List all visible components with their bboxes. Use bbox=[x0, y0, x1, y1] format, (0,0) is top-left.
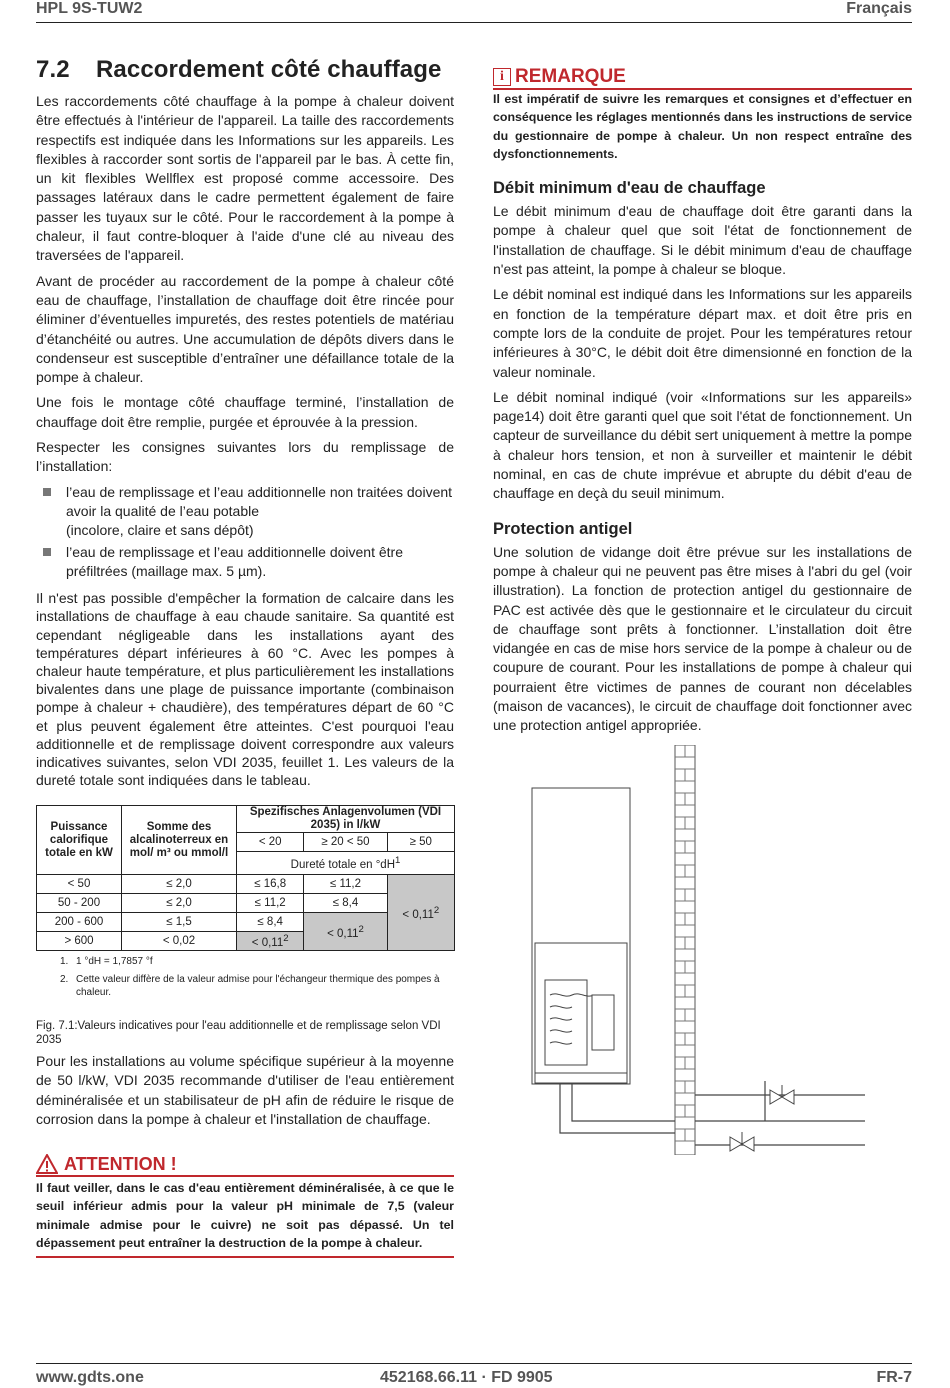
table-row: > 600 < 0,02 < $0,11^2$ bbox=[37, 932, 455, 951]
remarque-title: REMARQUE bbox=[515, 66, 626, 87]
table-header: Spezifisches Anlagenvolumen (VDI 2035) in l/kW bbox=[237, 806, 455, 833]
paragraph: Une fois le montage côté chauffage terminé, l’installation de chauffage doit être remplie, purgée et éprouvée à la pression. bbox=[36, 394, 454, 430]
table-row: 50 - 200 ≤ 2,0 ≤ 11,2 ≤ 8,4 bbox=[37, 894, 455, 913]
table-header: < 20 bbox=[237, 833, 304, 852]
pipes bbox=[560, 1081, 865, 1145]
table-header: Somme des alcalinoterreux en mol/ m³ ou mmol/l bbox=[122, 806, 237, 875]
header-model: HPL 9S-TUW2 bbox=[36, 0, 143, 17]
list-item: l’eau de remplissage et l’eau additionnelle doivent être préfiltrées (maillage max. 5 µm). bbox=[36, 543, 454, 582]
table-header: Dureté totale en $^\circ dH^1$ bbox=[237, 852, 455, 875]
section-title: Raccordement côté chauffage bbox=[96, 56, 442, 83]
remarque-body: Il est impératif de suivre les remarques et consignes et d’effectuer en conséquence les réglages mentionnés dans les instructions de service du gestionnaire de pompe à chaleur. Un non respect entraîne des dysfonctionnements. bbox=[493, 92, 912, 161]
brick-wall bbox=[675, 745, 695, 1155]
table-header: ≥ 50 bbox=[387, 833, 454, 852]
section-number: 7.2 bbox=[36, 56, 70, 83]
attention-body: Il faut veiller, dans le cas d'eau entièrement déminéralisée, à ce que le seuil inférieur admis pour la valeur pH minimale de 7,5 (valeur minimale admise pour le cuivre) ne soit pas dépassé. Un tel dépassement peut entraîner la destruction de la pompe à chaleur. bbox=[36, 1179, 454, 1258]
paragraph: Respecter les consignes suivantes lors du remplissage de l’installation: bbox=[36, 439, 454, 475]
paragraph: Le débit nominal indiqué (voir «Informations sur les appareils» page14) doit être garanti quel que soit l'état de fonctionnement. Un capteur de surveillance du débit sert uniquement à mettre la pompe à chaleur hors tension, et non à surveiller et maintenir le débit nominal, en cas de chute imprévue et abrupte du débit d'eau de chauffage en deçà du seuil minimum. bbox=[493, 388, 912, 502]
paragraph: Le débit minimum d'eau de chauffage doit être garanti dans la pompe à chaleur quel que soit l'état de fonctionnement de l'installation de chauffage. Si le débit minimum d'eau de chauffage n'est pas atteint, la pompe à chaleur se bloque. bbox=[493, 203, 912, 278]
paragraph: Le débit nominal est indiqué dans les Informations sur les appareils en fonction de la température départ max. et doit être pris en compte lors de la conduite de projet. Pour les températures retour inférieures à 30°C, le débit doit être dimensionné en fonction de la valeur nominale. bbox=[493, 286, 912, 380]
footer-page: FR-7 bbox=[876, 1369, 912, 1386]
attention-box bbox=[36, 1153, 454, 1258]
footer-url: www.gdts.one bbox=[36, 1369, 144, 1386]
left-column bbox=[36, 56, 454, 795]
after-figure bbox=[36, 1052, 454, 1135]
table-row: < 50 ≤ 2,0 ≤ 16,8 ≤ 11,2 < $0,11^2$ bbox=[37, 875, 455, 894]
header-language: Français bbox=[846, 0, 912, 17]
subsection-title: Débit minimum d'eau de chauffage bbox=[493, 179, 766, 198]
warning-icon bbox=[36, 1154, 58, 1174]
paragraph: Pour les installations au volume spécifique supérieur à la moyenne de 50 l/kW, VDI 2035 recommande d'utiliser de l'eau entièrement déminéralisée et un stabilisateur de pH afin de réduire le risque de corrosion dans la pompe à chaleur et l'installation de chauffage. bbox=[36, 1053, 454, 1127]
paragraph: Il n'est pas possible d'empêcher la formation de calcaire dans les installations de chauffage à eau chaude sanitaire. Sa quantité est cependant négligeable dans les installations ayant des températures départ inférieures à 60 °C. Avec les pompes à chaleur haute température, et plus particulièrement les installations bivalentes dans une plage de puissance importante (combinaison pompe à chaleur + chaudière), des températures départ de 60 °C et plus peuvent également être atteintes. C'est pourquoi l'eau additionnelle et de remplissage doivent correspondre aux valeurs indicatives suivantes, selon VDI 2035, feuillet 1. Les valeurs de la dureté totale sont indiquées dans le tableau. bbox=[36, 590, 454, 789]
info-icon: i bbox=[493, 68, 511, 86]
table-row: 200 - 600 ≤ 1,5 ≤ 8,4 < $0,11^2$ bbox=[37, 913, 455, 932]
hardness-table bbox=[36, 805, 455, 951]
requirements-list bbox=[36, 483, 454, 581]
footer-docnumber: 452168.66.11 · FD 9905 bbox=[380, 1369, 553, 1386]
remarque-header bbox=[493, 66, 912, 90]
merged-cell: < $0,11^2$ bbox=[304, 913, 387, 951]
paragraph: Les raccordements côté chauffage à la pompe à chaleur doivent être effectués à l'intérieur de l'appareil. La taille des raccordements respectifs est indiquée dans les Informations sur les appareils. Les flexibles à raccorder sont sortis de l'appareil par le bas. À cette fin, un kit flexibles Wellflex est proposé comme accessoire. Des passages latéraux dans le cadre permettent également de faire passer les tuyaux sur le côté. Pour le raccordement à la pompe à chaleur, il faut contre-bloquer à l'aide d'une clé au niveau des traversées de l'appareil. bbox=[36, 93, 454, 264]
section-heading bbox=[36, 56, 454, 84]
table-footnote: 1. 1 °dH = 1,7857 °f bbox=[60, 956, 153, 967]
installation-illustration bbox=[520, 745, 915, 1155]
table-footnote: 2. Cette valeur diffère de la valeur admise pour l'échangeur thermique des pompes à chaleur. bbox=[60, 974, 440, 998]
table-header: Puissance calorifique totale en kW bbox=[37, 806, 122, 875]
right-column bbox=[493, 66, 912, 742]
list-item: l’eau de remplissage et l’eau additionnelle non traitées doivent avoir la qualité de l’eau potable (incolore, claire et sans dépôt) bbox=[36, 483, 454, 541]
paragraph: Avant de procéder au raccordement de la pompe à chaleur côté eau de chauffage, l’installation de chauffage doit être rincée pour éliminer d’éventuelles impuretés, des restes potentiels de matériau d’étanchéité ou autres. Une accumulation de dépôts divers dans le condenseur est susceptible d’entraîner une défaillance totale de la pompe à chaleur. bbox=[36, 272, 454, 386]
paragraph: Une solution de vidange doit être prévue sur les installations de pompe à chaleur qui ne peuvent pas être mises à l'abri du gel (voir illustration). La fonction de protection antigel du gestionnaire de PAC est activée dès que le gestionnaire et le circulateur du circuit de chauffage sont prêts à fonctionner. L’installation doit être vidangée en cas de mise hors service de la pompe à chaleur ou de coupure de courant. Pour les installations de pompe à chaleur qui pourraient être victimes de pannes de courant non décelables (maison de vacances), le circuit de chauffage doit fonctionner avec une protection antigel appropriée. bbox=[493, 543, 912, 734]
attention-title: ATTENTION ! bbox=[64, 1153, 177, 1174]
merged-cell: < $0,11^2$ bbox=[387, 875, 454, 951]
heat-pump-unit bbox=[532, 788, 630, 1084]
page-header bbox=[36, 0, 912, 23]
subsection-title: Protection antigel bbox=[493, 519, 633, 538]
table-header: ≥ 20 < 50 bbox=[304, 833, 387, 852]
figure-caption: Fig. 7.1:Valeurs indicatives pour l'eau additionnelle et de remplissage selon VDI 2035 bbox=[36, 1020, 441, 1046]
page-footer bbox=[36, 1363, 912, 1388]
